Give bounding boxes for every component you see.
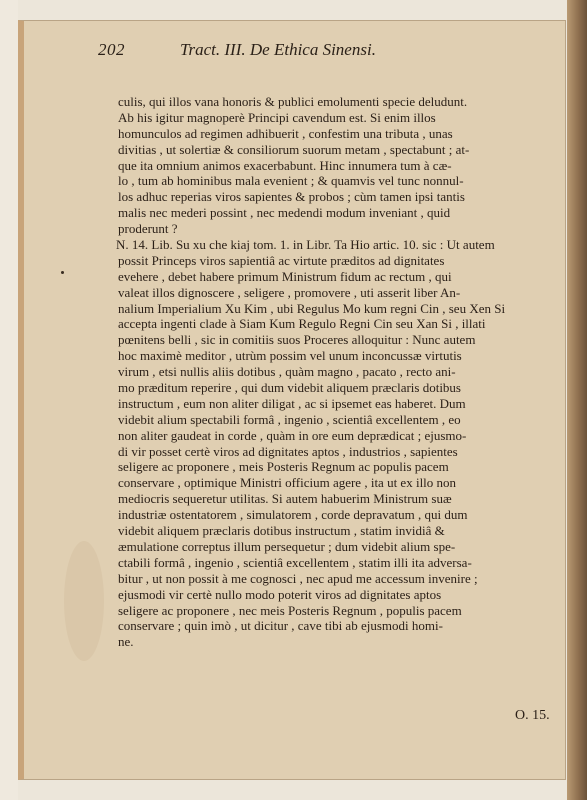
running-head: Tract. III. De Ethica Sinensi. (180, 40, 376, 59)
text-line: mediocris sequeretur utilitas. Si autem habuerim Ministrum suæ (118, 491, 452, 507)
text-line: evehere , debet habere primum Ministrum fidum ac rectum , qui (118, 268, 452, 284)
text-line: videbit alium spectabili formâ , ingenio , scientiâ excellentem , eo (118, 411, 461, 427)
text-line: lo , tum ab hominibus mala evenient ; & quamvis vel tunc nonnul- (118, 173, 464, 189)
page-header (98, 40, 478, 70)
catchword: O. 15. (515, 708, 550, 723)
text-line: virum , etsi nullis aliis dotibus , quàm magno , pacato , recto ani- (118, 364, 456, 380)
background-left-margin (0, 0, 18, 800)
text-line: pœnitens belli , sic in comitiis suos Proceres alloquitur : Nunc autem (118, 332, 476, 348)
page-body-text (118, 94, 558, 650)
text-line: hoc maximè meditor , utrùm possim vel unum inconcussæ virtutis (118, 348, 462, 364)
text-line: videbit aliquem præclaris dotibus instructum , statim invidiâ & (118, 523, 445, 539)
paper-stain (64, 541, 104, 661)
text-line: ne. (118, 634, 134, 650)
text-line: instructum , eum non aliter diligat , ac si ipsemet eas haberet. Dum (118, 395, 466, 411)
text-line: ctabili formâ , ingenio , scientiâ excellentem , statim illi ita adversa- (118, 554, 472, 570)
text-line: homunculos ad regimen adhibuerit , confestim una tributa , unas (118, 125, 453, 141)
text-line: culis, qui illos vana honoris & publici emolumenti specie deludunt. (118, 94, 468, 109)
text-line: N. 14. Lib. Su xu che kiaj tom. 1. in Libr. Ta Hio artic. 10. sic : Ut autem (116, 237, 495, 253)
text-line: seligere ac proponere , meis Posteris Regnum ac populis pacem (118, 459, 449, 475)
page-number: 202 (98, 40, 125, 59)
text-line: valeat illos dignoscere , seligere , promovere , uti asserit liber An- (118, 284, 461, 300)
text-line: industriæ ostentatorem , simulatorem , corde depravatum , qui dum (118, 507, 468, 523)
text-line: possit Princeps viros sapientiâ ac virtute præditos ad dignitates (118, 252, 445, 268)
text-line: æmulatione correptus illum persequetur ; dum videbit alium spe- (118, 538, 456, 554)
text-line: conservare , optimique Ministri officium agere , ita ut ex illo non (118, 475, 457, 491)
text-line: ejusmodi vir certè nullo modo poterit viros ad dignitates aptos (118, 586, 442, 602)
text-line: non aliter gaudeat in corde , quàm in ore eum deprædicat ; ejusmo- (118, 427, 467, 443)
text-line: mo præditum reperire , qui dum videbit aliquem præclaris dotibus (118, 380, 461, 396)
ink-mark (61, 271, 64, 274)
text-line: seligere ac proponere , nec meis Posteris Regnum , populis pacem (118, 602, 462, 618)
text-line: proderunt ? (118, 221, 178, 237)
book-spine-edge (567, 0, 587, 800)
text-line: accepta ingenti clade à Siam Kum Regulo Regni Cin seu Xan Si , illati (118, 316, 486, 332)
text-line: Ab his igitur magnoperè Principi cavendum est. Si enim illos (118, 109, 436, 125)
text-line: los adhuc reperias viros sapientes & probos ; cùm tamen ipsi tantis (118, 189, 465, 205)
text-line: nalium Imperialium Xu Kim , ubi Regulus Mo kum regni Cin , seu Xen Si (118, 300, 506, 316)
text-line: que ita omnium animos exacerbabunt. Hinc innumera tum à cæ- (118, 157, 452, 173)
text-line: conservare ; quin imò , ut dicitur , cave tibi ab ejusmodi homi- (118, 618, 443, 634)
text-line: divitias , ut solertiæ & consiliorum suorum metam , spectabunt ; at- (118, 141, 470, 157)
text-line: di vir posset certè viros ad dignitates aptos , industrios , sapientes (118, 443, 458, 459)
text-line: malis nec mederi possint , nec medendi modum inveniant , quid (118, 205, 451, 221)
text-line: bitur , ut non possit à me cognosci , nec apud me accessum invenire ; (118, 570, 478, 586)
